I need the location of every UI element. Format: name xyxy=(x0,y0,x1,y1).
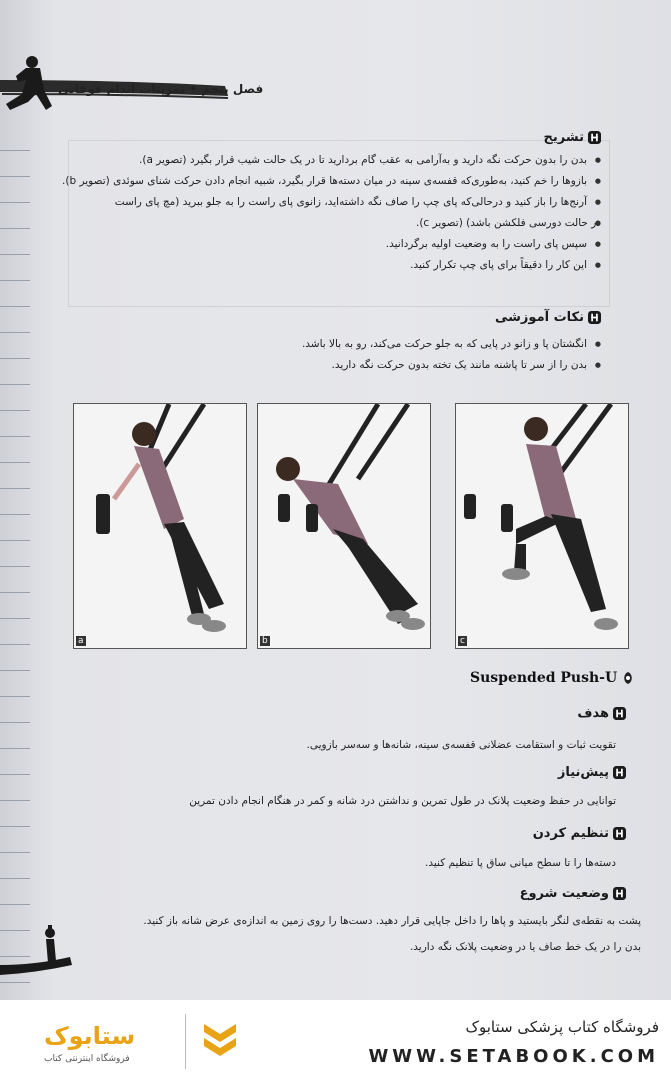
list-item: ● بدن را بدون حرکت نگه دارید و به‌آرامی به عقب گام بردارید تا در یک حالت شیب قرار بگیرد (تصویر a). xyxy=(62,152,601,169)
h-bullet-icon xyxy=(613,827,626,840)
tips-list xyxy=(302,336,601,378)
list-item: ● سپس پای راست را به وضعیت اولیه برگردانید. xyxy=(62,236,601,253)
margin-rule-line xyxy=(0,488,30,489)
list-item: ● این کار را دقیقاً برای پای چپ تکرار کنید. xyxy=(62,257,601,274)
margin-rule-line xyxy=(0,228,30,229)
margin-rule-line xyxy=(0,462,30,463)
margin-rule-line xyxy=(0,306,30,307)
margin-rule-line xyxy=(0,800,30,801)
margin-rule-line xyxy=(0,878,30,879)
margin-rule-line xyxy=(0,176,30,177)
margin-rule-line xyxy=(0,150,30,151)
start-heading: وضعیت شروع xyxy=(520,886,626,901)
list-item: ● آرنج‌ها را باز کنید و درحالی‌که پای چپ را صاف نگه داشته‌اید، زانوی پای راست را به جلو ببرید (مچ پای راست xyxy=(62,194,601,211)
tips-heading: نکات آموزشی xyxy=(495,310,601,325)
list-item: ● بدن را از سر تا پاشنه مانند یک تخته بدون حرکت نگه دارید. xyxy=(302,357,601,374)
margin-rule-line xyxy=(0,540,30,541)
exercise-title: Suspended Push-U xyxy=(470,670,634,686)
margin-rule-line xyxy=(0,384,30,385)
margin-rule-line xyxy=(0,904,30,905)
margin-rule-line xyxy=(0,254,30,255)
margin-rule-line xyxy=(0,566,30,567)
photo-label: a xyxy=(78,636,84,646)
trx-lean-back-figure-icon xyxy=(74,404,246,648)
photo-a xyxy=(73,403,247,649)
list-item: ● انگشتان پا و زانو در پایی که به جلو حرکت می‌کند، رو به بالا باشد. xyxy=(302,336,601,353)
start-text-line-2: بدن را در یک خط صاف یا در وضعیت پلانک نگه دارید. xyxy=(409,941,641,953)
margin-rule-line xyxy=(0,826,30,827)
margin-rule-line xyxy=(0,696,30,697)
adjust-text: دسته‌ها را تا سطح میانی ساق پا تنظیم کنید. xyxy=(425,857,616,869)
start-text-line-1: پشت به نقطه‌ی لنگر بایستید و پاها را داخل جاپایی قرار دهید. دست‌ها را روی زمین به اندازه‌ی عرض شانه باز کنید. xyxy=(143,915,641,927)
goal-heading: هدف xyxy=(577,706,626,721)
store-logo-subtitle: فروشگاه اینترنتی کتاب xyxy=(44,1054,130,1064)
h-bullet-icon xyxy=(613,887,626,900)
photo-label: c xyxy=(460,636,465,646)
list-item: ● بازوها را خم کنید، به‌طوری‌که قفسه‌ی سینه در میان دسته‌ها قرار بگیرد، شبیه انجام دادن حرکت شنای سوئدی (تصویر b). xyxy=(62,173,601,190)
margin-rule-line xyxy=(0,410,30,411)
margin-rule-line xyxy=(0,852,30,853)
chapter-title: فصل پنجم • تمرینات اندام فوقانی xyxy=(58,82,264,96)
h-bullet-icon xyxy=(613,707,626,720)
trx-knee-drive-figure-icon xyxy=(456,404,628,648)
margin-rule-line xyxy=(0,514,30,515)
margin-rule-line xyxy=(0,722,30,723)
goal-text: تقویت ثبات و استقامت عضلانی قفسه‌ی سینه، شانه‌ها و سه‌سر بازویی. xyxy=(306,739,616,751)
store-url[interactable]: WWW.SETABOOK.COM xyxy=(368,1046,659,1067)
margin-rule-line xyxy=(0,748,30,749)
margin-rule-line xyxy=(0,332,30,333)
trx-push-figure-icon xyxy=(258,404,430,648)
anatomy-list xyxy=(62,152,601,278)
margin-rule-line xyxy=(0,202,30,203)
margin-rule-line xyxy=(0,774,30,775)
anatomy-heading: تشریح xyxy=(544,130,601,145)
store-logo-icon xyxy=(200,1018,240,1068)
margin-rule-line xyxy=(0,280,30,281)
h-bullet-icon xyxy=(613,766,626,779)
margin-rule-line xyxy=(0,436,30,437)
photo-b xyxy=(257,403,431,649)
store-logo-word: ستابوک xyxy=(44,1022,136,1050)
margin-rule-line xyxy=(0,670,30,671)
margin-rule-line xyxy=(0,358,30,359)
margin-rule-line xyxy=(0,618,30,619)
logo-divider xyxy=(185,1014,186,1069)
prerequisite-text: توانایی در حفظ وضعیت پلانک در طول تمرین و نداشتن درد شانه و کمر در هنگام انجام دادن تمرین xyxy=(189,795,616,807)
margin-rule-line xyxy=(0,644,30,645)
exercise-icon xyxy=(622,671,634,685)
adjust-heading: تنظیم کردن xyxy=(533,826,626,841)
prerequisite-heading: پیش‌نیاز xyxy=(558,765,626,780)
plank-silhouette-icon xyxy=(0,925,80,985)
h-bullet-icon xyxy=(588,131,601,144)
h-bullet-icon xyxy=(588,311,601,324)
list-item-continued: ● در حالت دورسی فلکشن باشد) (تصویر c). xyxy=(62,215,601,232)
photo-label: b xyxy=(262,636,268,646)
margin-rule-line xyxy=(0,592,30,593)
store-name: فروشگاه کتاب پزشکی ستابوک xyxy=(465,1018,659,1036)
photo-c xyxy=(455,403,629,649)
store-footer xyxy=(0,1000,671,1080)
